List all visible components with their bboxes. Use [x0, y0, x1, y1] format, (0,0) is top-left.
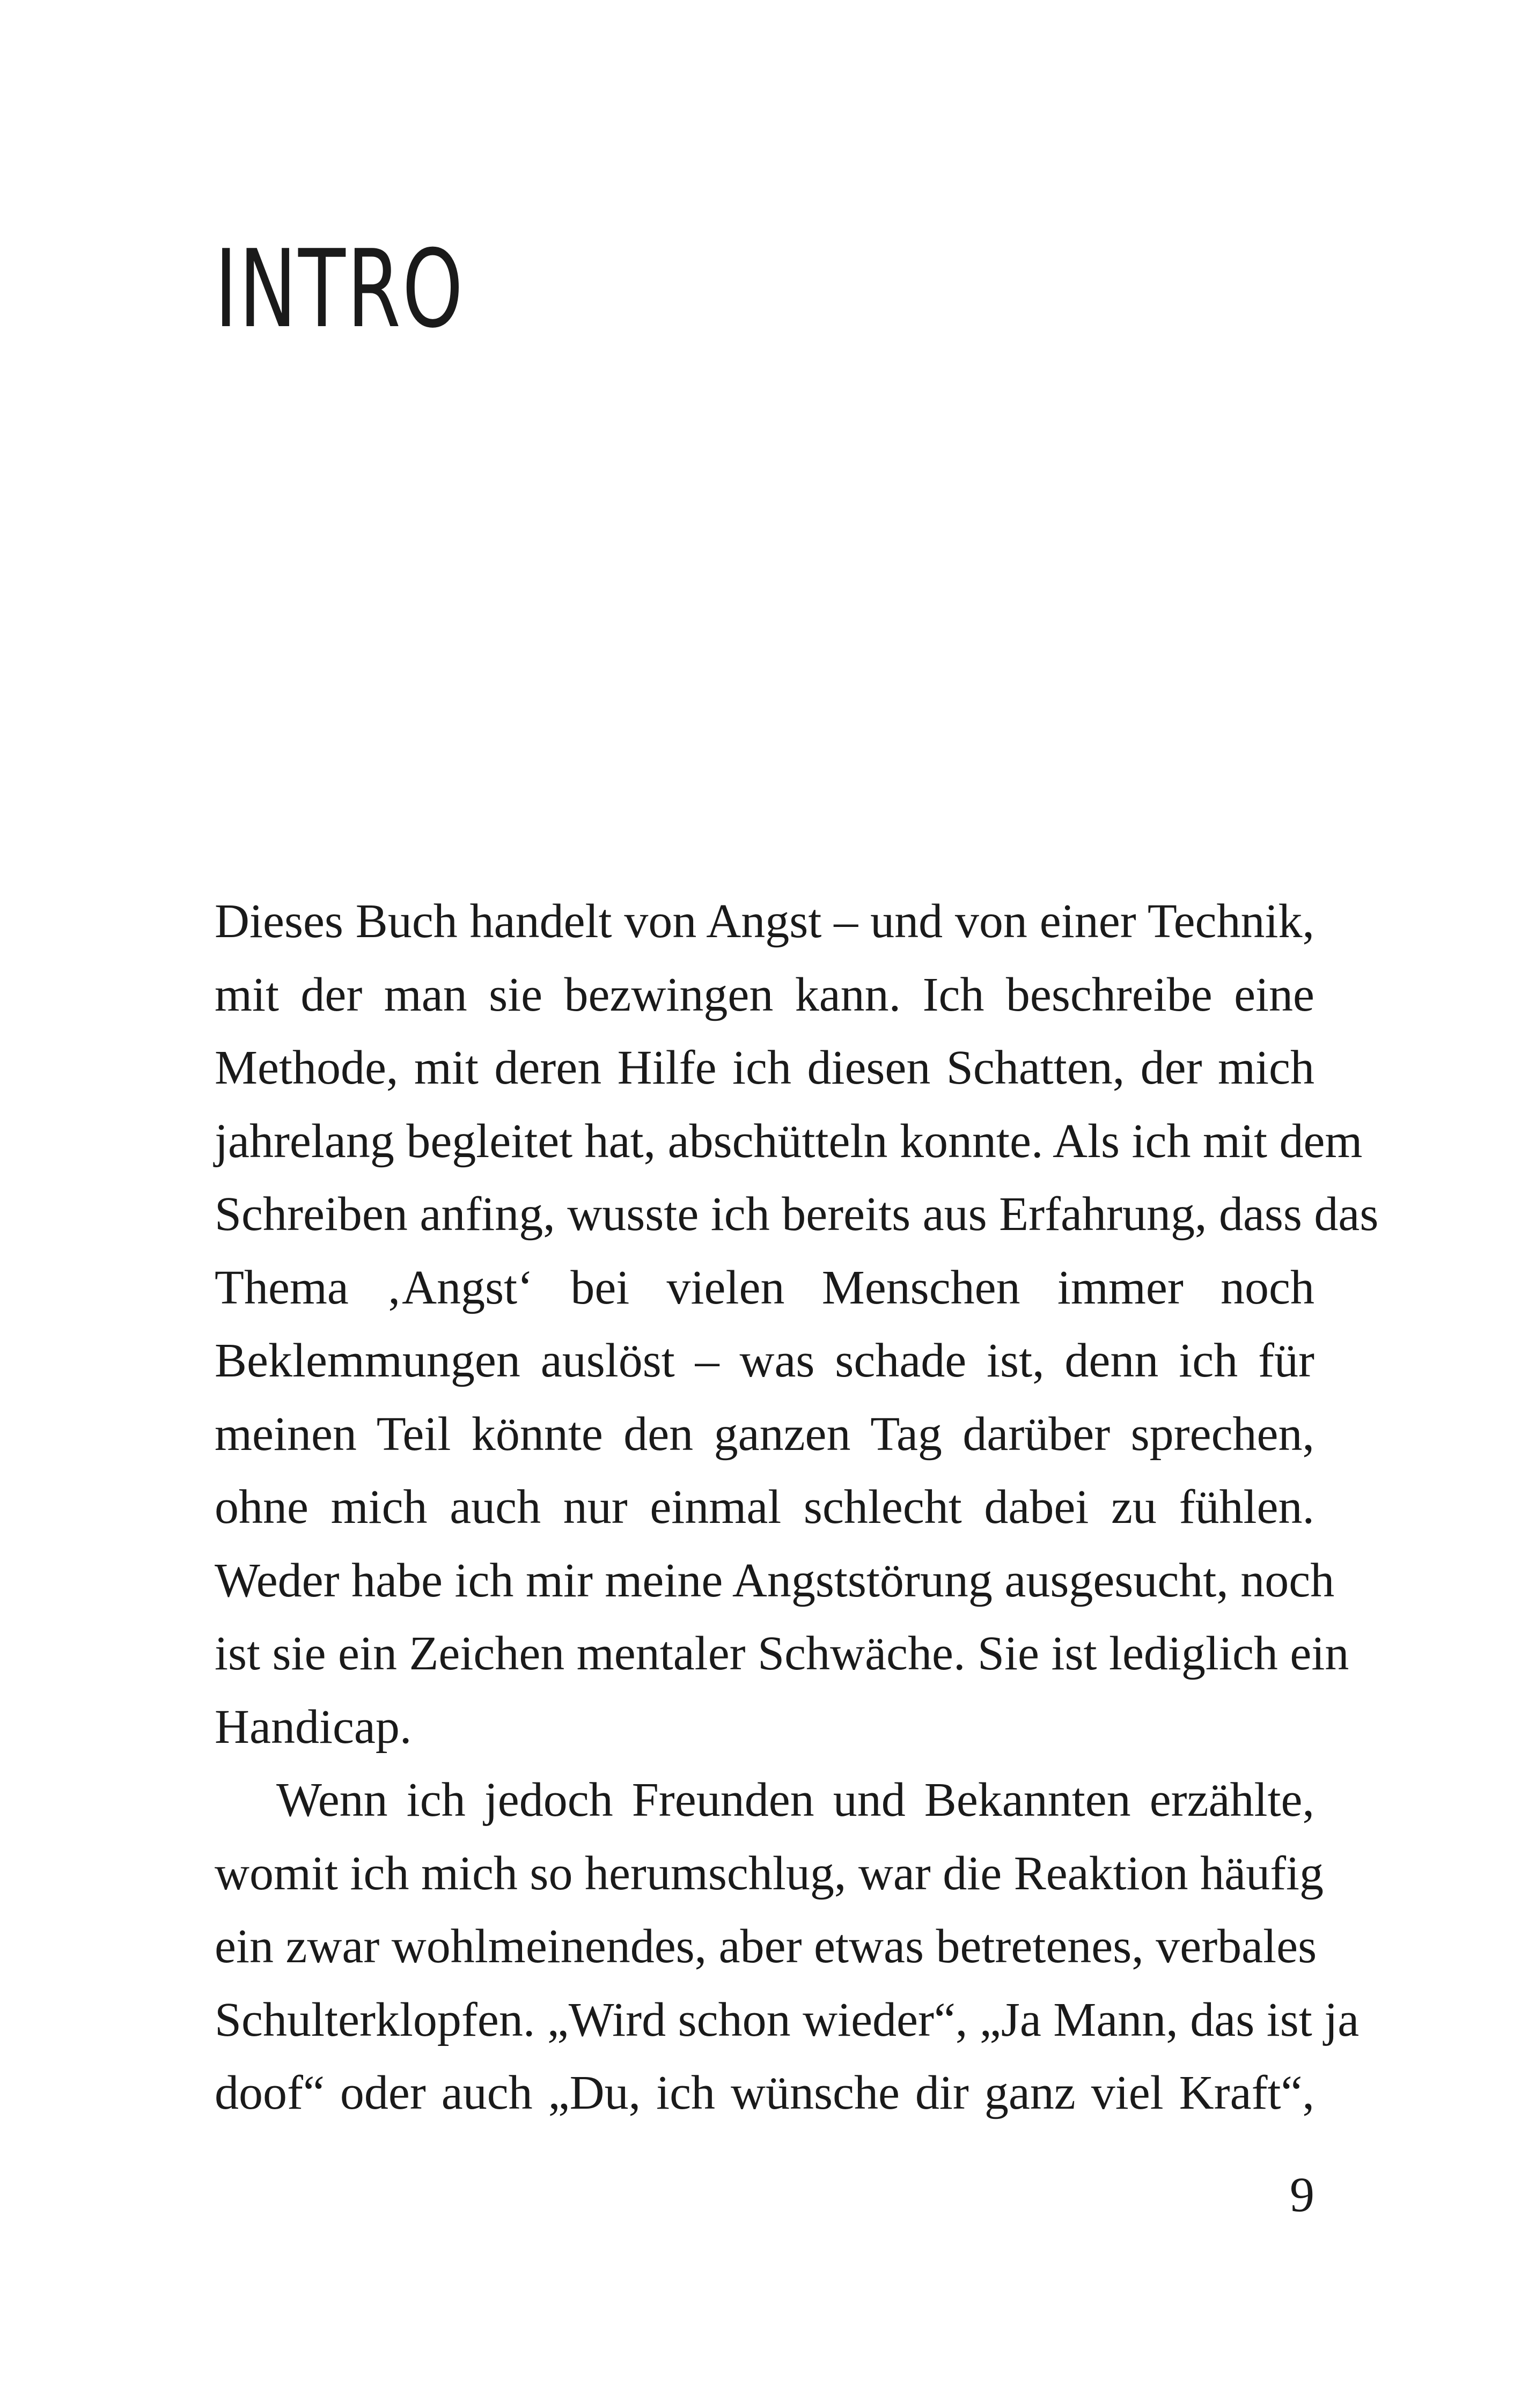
text-line: jahrelang begleitet hat, abschütteln konnte. Als ich mit dem: [215, 1114, 1363, 1168]
text-line: meinen Teil könnte den ganzen Tag darüber sprechen,: [215, 1407, 1314, 1461]
text-line: Schreiben anfing, wusste ich bereits aus Erfahrung, dass das: [215, 1188, 1379, 1241]
text-line: Wenn ich jedoch Freunden und Bekannten erzählte,: [276, 1773, 1314, 1827]
body-text: [215, 885, 1379, 2130]
page-number: 9: [1290, 2167, 1314, 2222]
paragraph-2: [215, 1764, 1360, 2130]
text-line: mit der man sie bezwingen kann. Ich beschreibe eine: [215, 968, 1314, 1021]
chapter-title: INTRO: [215, 227, 465, 352]
text-line: Schulterklopfen. „Wird schon wieder“, „Ja Mann, das ist ja: [215, 1993, 1360, 2046]
text-line: ist sie ein Zeichen mentaler Schwäche. Sie ist lediglich ein: [215, 1627, 1349, 1680]
text-line: womit ich mich so herumschlug, war die Reaktion häufig: [215, 1846, 1324, 1900]
text-line: Handicap.: [215, 1700, 412, 1754]
text-line: Methode, mit deren Hilfe ich diesen Schatten, der mich: [215, 1041, 1314, 1094]
text-line: ein zwar wohlmeinendes, aber etwas betretenes, verbales: [215, 1920, 1317, 1973]
text-line: ohne mich auch nur einmal schlecht dabei zu fühlen.: [215, 1481, 1314, 1534]
text-line: doof“ oder auch „Du, ich wünsche dir ganz viel Kraft“,: [215, 2066, 1314, 2119]
text-line: Dieses Buch handelt von Angst – und von einer Technik,: [215, 895, 1314, 948]
text-line: Beklemmungen auslöst – was schade ist, denn ich für: [215, 1334, 1314, 1387]
text-line: Thema ‚Angst‘ bei vielen Menschen immer noch: [215, 1261, 1314, 1314]
paragraph-1: [215, 885, 1379, 1764]
text-line: Weder habe ich mir meine Angststörung ausgesucht, noch: [215, 1553, 1335, 1607]
